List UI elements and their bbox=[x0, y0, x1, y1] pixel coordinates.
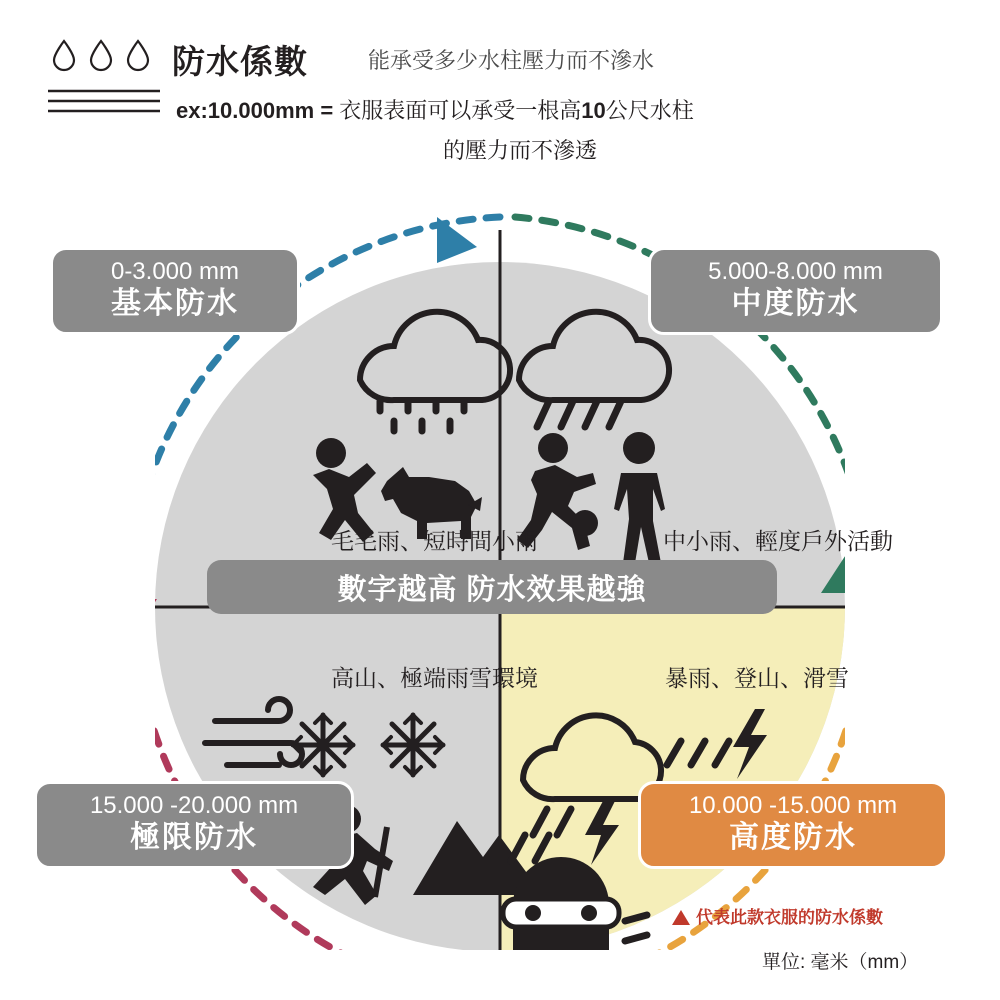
badge-level-extreme: 極限防水 bbox=[130, 821, 258, 854]
example-prefix: ex:10.000mm = bbox=[176, 98, 340, 123]
header bbox=[0, 0, 1000, 185]
unit-note: 單位: 毫米（mm） bbox=[762, 952, 919, 973]
quadrant-desc-extreme: 高山、極端雨雪環境 bbox=[331, 665, 538, 691]
badge-range-high: 10.000 -15.000 mm bbox=[688, 792, 898, 819]
badge-range-extreme: 15.000 -20.000 mm bbox=[89, 792, 299, 819]
water-drops-icon bbox=[48, 38, 160, 72]
center-banner: 數字越高 防水效果越強 bbox=[207, 560, 777, 614]
badge-range-medium: 5.000-8.000 mm bbox=[708, 258, 883, 285]
quadrant-desc-high: 暴雨、登山、滑雪 bbox=[665, 665, 849, 691]
badge-basic[interactable] bbox=[50, 247, 300, 335]
waterproof-rating-diagram bbox=[0, 185, 1000, 1000]
red-triangle-icon bbox=[672, 910, 690, 925]
example-line-1 bbox=[176, 94, 694, 125]
example-line-2: 的壓力而不滲透 bbox=[442, 138, 597, 163]
example-text-2: 公尺水柱 bbox=[605, 98, 694, 123]
legend bbox=[672, 903, 883, 928]
badge-extreme[interactable] bbox=[34, 781, 354, 869]
arrowhead-basic bbox=[437, 217, 477, 263]
badge-range-basic: 0-3.000 mm bbox=[110, 258, 240, 285]
legend-label: 代表此款衣服的防水係數 bbox=[696, 908, 883, 927]
badge-high[interactable] bbox=[638, 781, 948, 869]
badge-level-high: 高度防水 bbox=[729, 821, 857, 854]
badge-level-basic: 基本防水 bbox=[111, 287, 239, 320]
page-subtitle: 能承受多少水柱壓力而不滲水 bbox=[368, 48, 655, 73]
page-title: 防水係數 bbox=[172, 43, 308, 80]
water-column-lines-icon bbox=[46, 86, 162, 122]
quadrant-desc-medium: 中小雨、輕度戶外活動 bbox=[663, 528, 893, 554]
example-bold-number: 10 bbox=[581, 98, 606, 123]
snowflake-icon bbox=[293, 715, 353, 775]
example-text-1: 衣服表面可以承受一根高 bbox=[339, 98, 582, 123]
badge-medium[interactable] bbox=[648, 247, 943, 335]
badge-level-medium: 中度防水 bbox=[731, 287, 860, 320]
quadrant-desc-basic: 毛毛雨、短時間小雨 bbox=[331, 528, 538, 554]
snowflake-icon bbox=[383, 715, 443, 775]
